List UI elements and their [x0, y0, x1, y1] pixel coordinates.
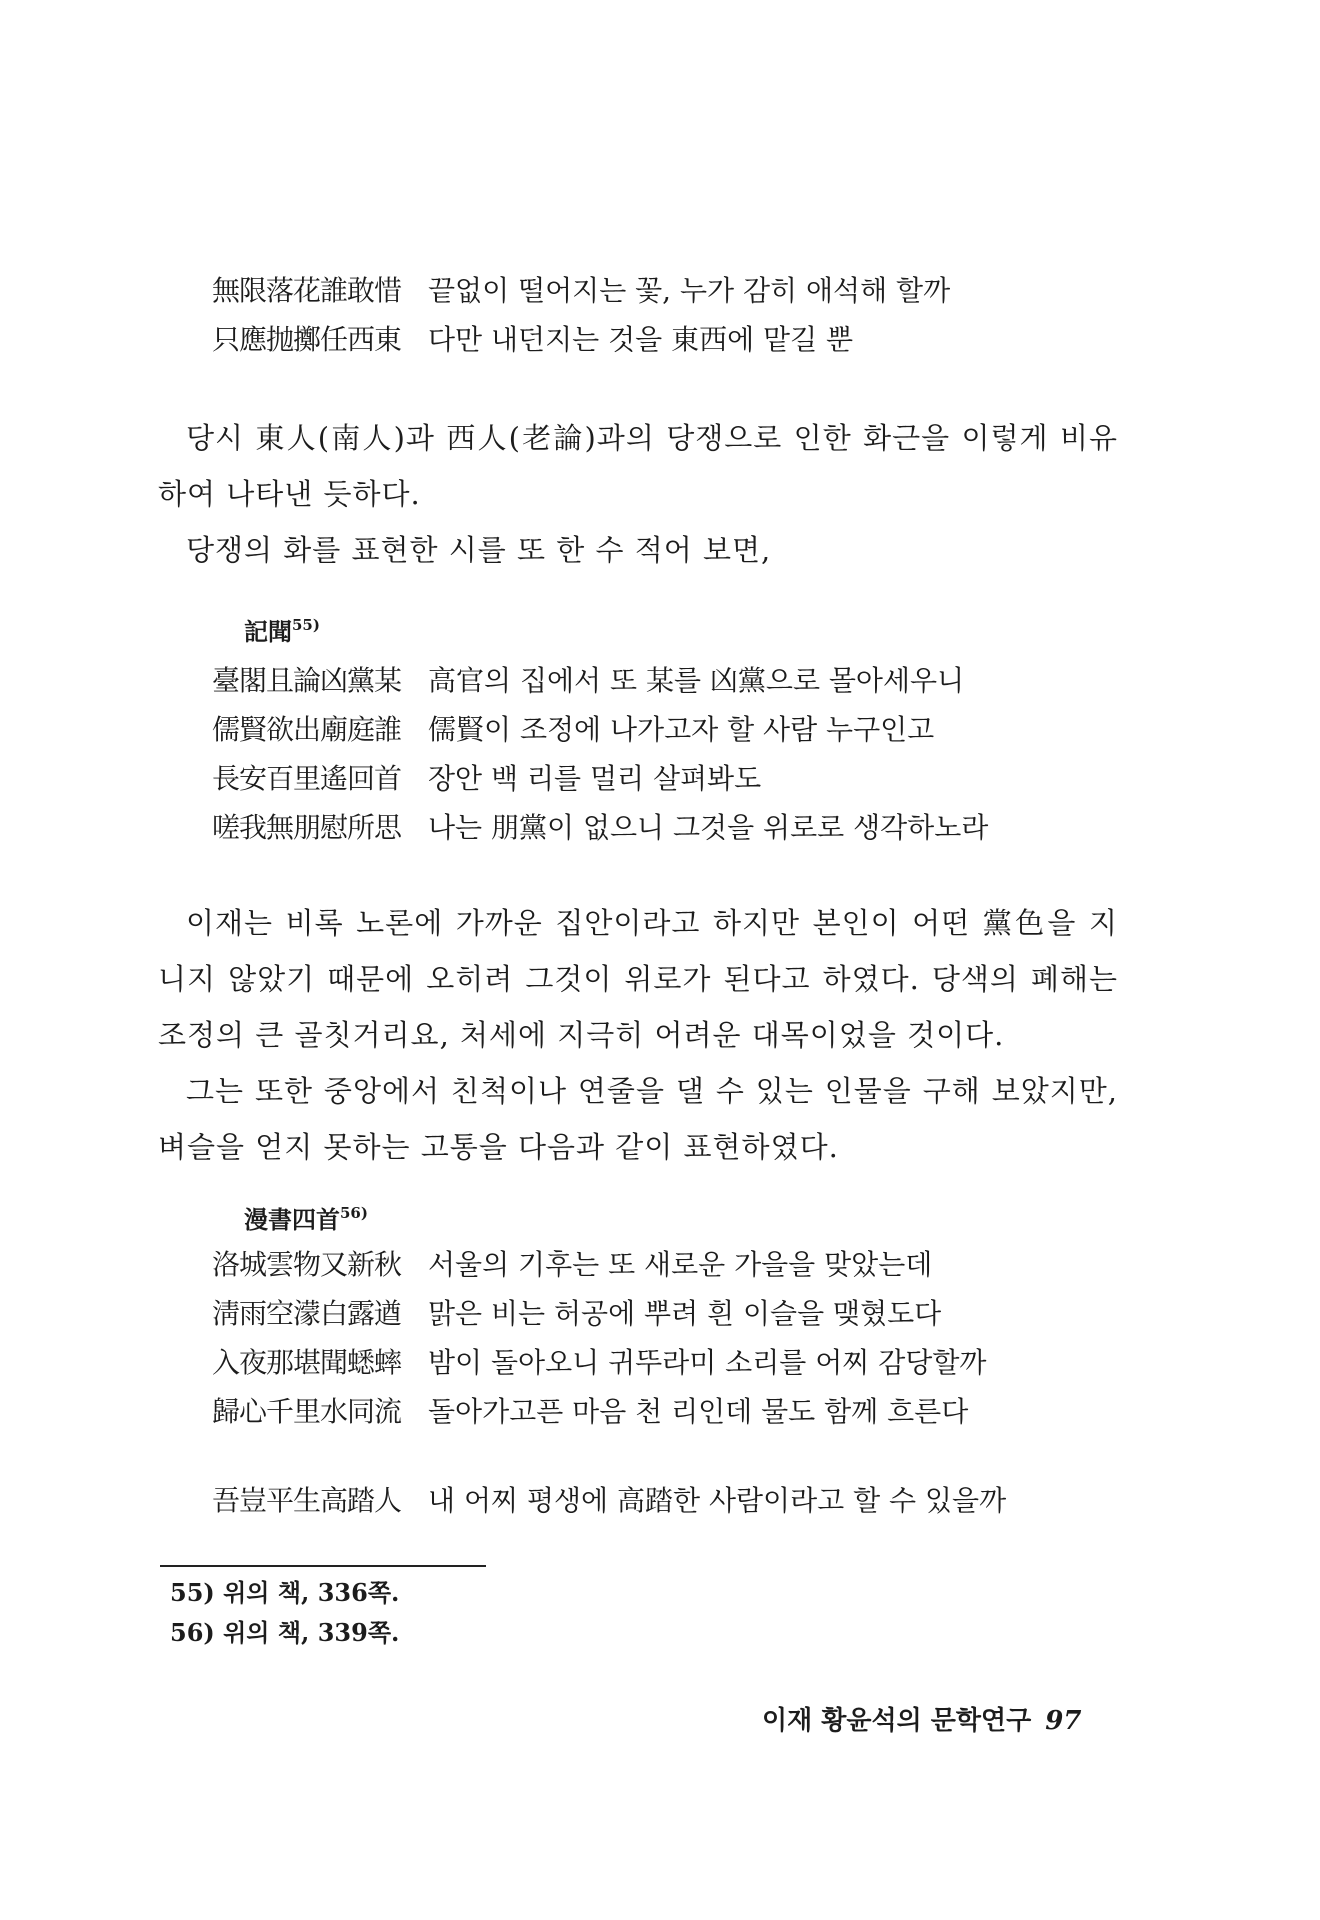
poem-block-3	[212, 1240, 1112, 1436]
poem-line	[212, 1387, 1112, 1436]
poem-block-2	[212, 656, 1112, 852]
verse-translation: 맑은 비는 허공에 뿌려 흰 이슬을 맺혔도다	[428, 1297, 942, 1330]
verse-translation: 내 어찌 평생에 高踏한 사람이라고 할 수 있을까	[428, 1484, 1007, 1517]
poem-line	[212, 705, 1112, 754]
footnote-divider	[160, 1565, 486, 1567]
poem-line	[212, 1289, 1112, 1338]
poem-block-1	[212, 266, 1112, 364]
verse-translation: 밤이 돌아오니 귀뚜라미 소리를 어찌 감당할까	[428, 1346, 987, 1379]
prose-block-1	[158, 410, 1118, 578]
running-footer	[762, 1700, 1081, 1737]
poem-title	[244, 1200, 368, 1235]
verse-translation: 나는 朋黨이 없으니 그것을 위로로 생각하노라	[428, 811, 989, 844]
verse-translation: 儒賢이 조정에 나가고자 할 사람 누구인고	[428, 713, 935, 746]
poem-line	[212, 656, 1112, 705]
verse-translation: 끝없이 떨어지는 꽃, 누가 감히 애석해 할까	[428, 274, 951, 307]
poem-title	[244, 612, 320, 647]
poem-title-text: 記聞	[244, 617, 292, 646]
poem-line	[212, 1240, 1112, 1289]
book-title: 이재 황윤석의 문학연구	[762, 1706, 1032, 1736]
prose-block-2	[158, 895, 1118, 1175]
verse-translation: 돌아가고픈 마음 천 리인데 물도 함께 흐른다	[428, 1395, 969, 1428]
hanja-verse: 儒賢欲出廟庭誰	[212, 713, 402, 746]
hanja-verse: 臺閣且論凶黨某	[212, 664, 402, 697]
verse-translation: 다만 내던지는 것을 東西에 맡길 뿐	[428, 323, 854, 356]
paragraph: 그는 또한 중앙에서 친척이나 연줄을 댈 수 있는 인물을 구해 보았지만, 벼슬을 얻지 못하는 고통을 다음과 같이 표현하였다.	[158, 1074, 1118, 1164]
poem-line	[212, 1476, 1112, 1525]
hanja-verse: 洛城雲物又新秋	[212, 1248, 402, 1281]
paragraph: 이재는 비록 노론에 가까운 집안이라고 하지만 본인이 어떤 黨色을 지니지 않았기 때문에 오히려 그것이 위로가 된다고 하였다. 당색의 폐해는 조정의 큰 골칫거리요, 처세에 지극히 어려운 대목이었을 것이다.	[158, 906, 1118, 1052]
footnote-ref: 55)	[292, 616, 320, 634]
verse-translation: 서울의 기후는 또 새로운 가을을 맞았는데	[428, 1248, 933, 1281]
hanja-verse: 歸心千里水同流	[212, 1395, 402, 1428]
verse-translation: 장안 백 리를 멀리 살펴봐도	[428, 762, 762, 795]
hanja-verse: 只應抛擲任西東	[212, 323, 402, 356]
poem-line	[212, 315, 1112, 364]
poem-line	[212, 266, 1112, 315]
paragraph: 당쟁의 화를 표현한 시를 또 한 수 적어 보면,	[186, 533, 772, 567]
hanja-verse: 嗟我無朋慰所思	[212, 811, 402, 844]
footnote: 55) 위의 책, 336쪽.	[170, 1578, 400, 1607]
poem-line	[212, 754, 1112, 803]
paragraph: 당시 東人(南人)과 西人(老論)과의 당쟁으로 인한 화근을 이렇게 비유하여 나타낸 듯하다.	[158, 421, 1118, 511]
poem-block-3-extra	[212, 1476, 1112, 1525]
page-number: 97	[1045, 1706, 1082, 1736]
footnotes	[170, 1573, 399, 1653]
hanja-verse: 吾豈平生高踏人	[212, 1484, 402, 1517]
verse-translation: 高官의 집에서 또 某를 凶黨으로 몰아세우니	[428, 664, 965, 697]
hanja-verse: 長安百里遙回首	[212, 762, 402, 795]
footnote-ref: 56)	[340, 1204, 368, 1222]
footnote: 56) 위의 책, 339쪽.	[170, 1618, 400, 1647]
hanja-verse: 淸雨空濛白露遒	[212, 1297, 402, 1330]
poem-line	[212, 803, 1112, 852]
hanja-verse: 入夜那堪聞蟋蟀	[212, 1346, 402, 1379]
hanja-verse: 無限落花誰敢惜	[212, 274, 402, 307]
poem-line	[212, 1338, 1112, 1387]
poem-title-text: 漫書四首	[244, 1205, 340, 1234]
